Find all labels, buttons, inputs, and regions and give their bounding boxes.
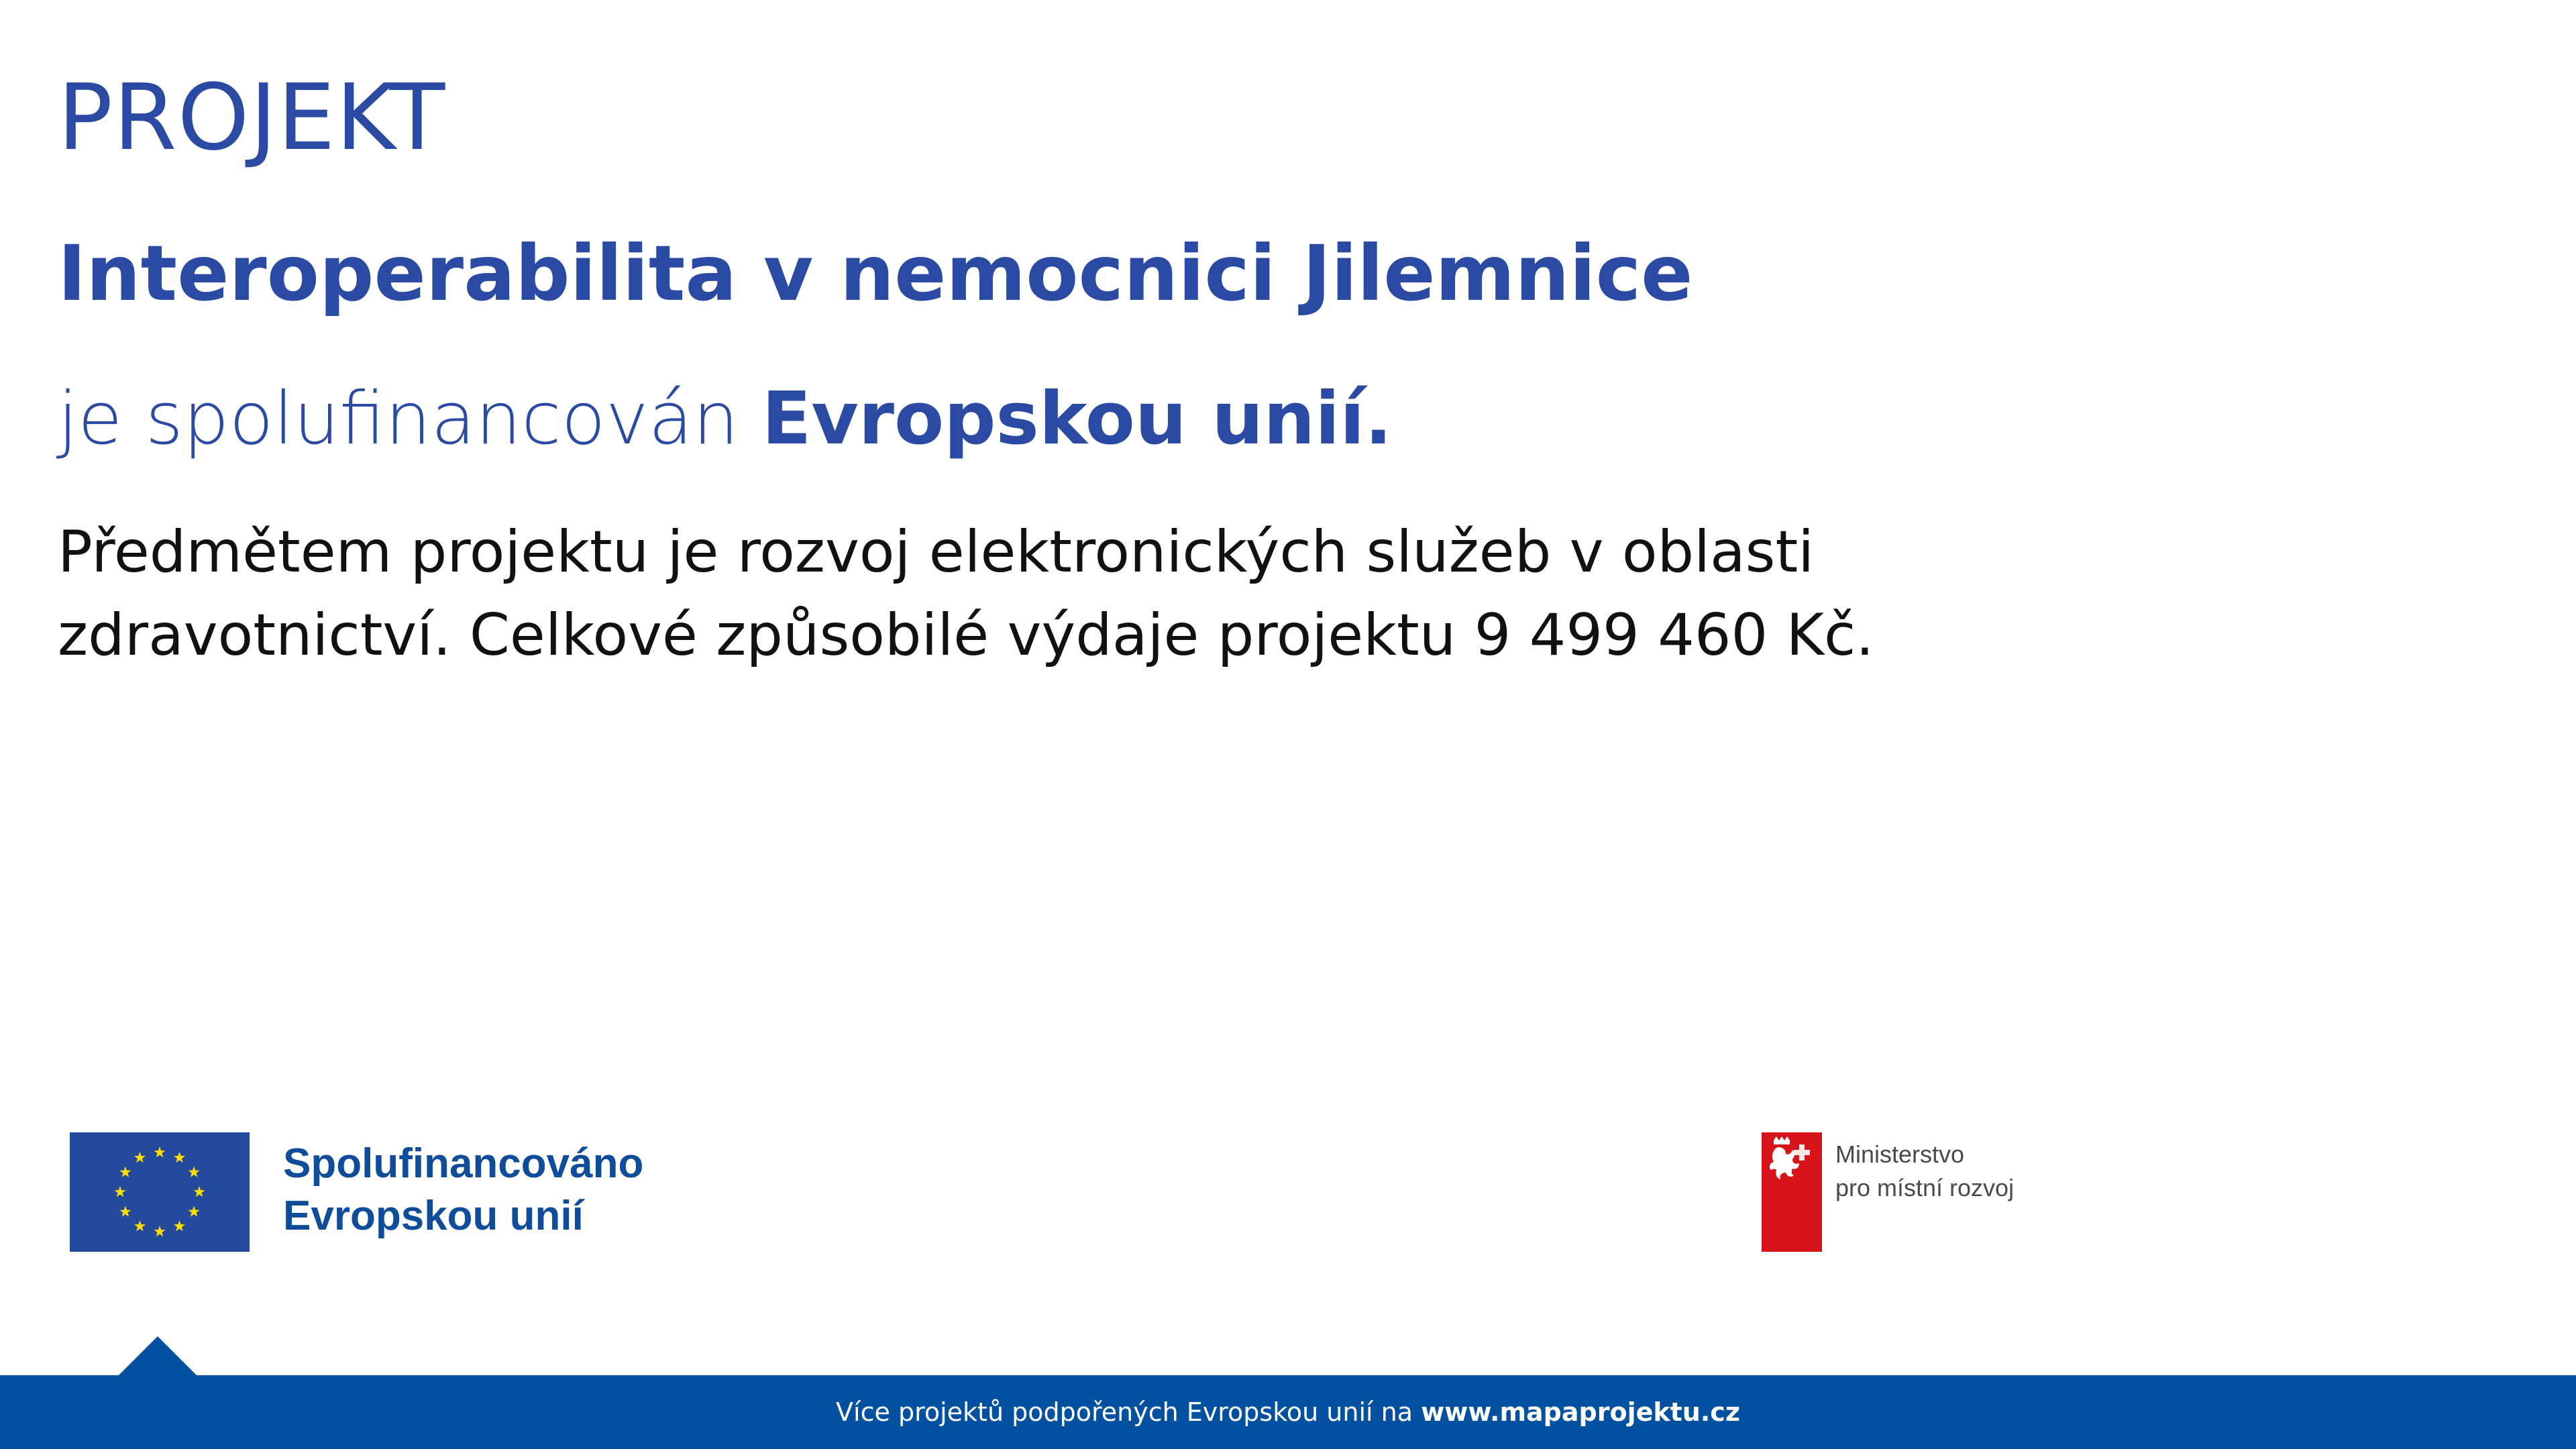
ministry-logo	[1762, 1132, 2014, 1252]
project-description	[58, 511, 2003, 678]
footer-notch	[117, 1336, 198, 1377]
heading-label: PROJEKT	[58, 65, 446, 171]
eu-logo-text	[283, 1138, 643, 1242]
cofinanced-prefix: je spolufinancován	[58, 377, 739, 461]
cofinanced-line	[58, 376, 1392, 463]
footer-url-link[interactable]: www.mapaprojektu.cz	[1421, 1397, 1740, 1427]
ministry-lion-emblem-icon	[1762, 1132, 1822, 1252]
footer-caption: Více projektů podpořených Evropskou unií na	[836, 1397, 1413, 1427]
ministry-logo-line: pro místní rozvoj	[1835, 1174, 2015, 1202]
cofinanced-emphasis: Evropskou unií.	[761, 377, 1393, 461]
ministry-logo-line: Ministerstvo	[1835, 1140, 1965, 1168]
eu-flag-icon	[70, 1132, 250, 1252]
footer-text	[836, 1397, 1740, 1427]
description-line: Předmětem projektu je rozvoj elektronických služeb v oblasti	[58, 519, 1815, 586]
description-line: zdravotnictví. Celkové způsobilé výdaje projektu 9 499 460 Kč.	[58, 601, 1874, 669]
ministry-logo-text	[1835, 1138, 2014, 1205]
eu-cofinanced-logo	[70, 1132, 643, 1252]
eu-logo-line: Evropskou unií	[283, 1192, 584, 1239]
footer-bar	[0, 1375, 2576, 1449]
project-title: Interoperabilita v nemocnici Jilemnice	[58, 229, 1693, 318]
eu-logo-line: Spolufinancováno	[283, 1140, 644, 1187]
